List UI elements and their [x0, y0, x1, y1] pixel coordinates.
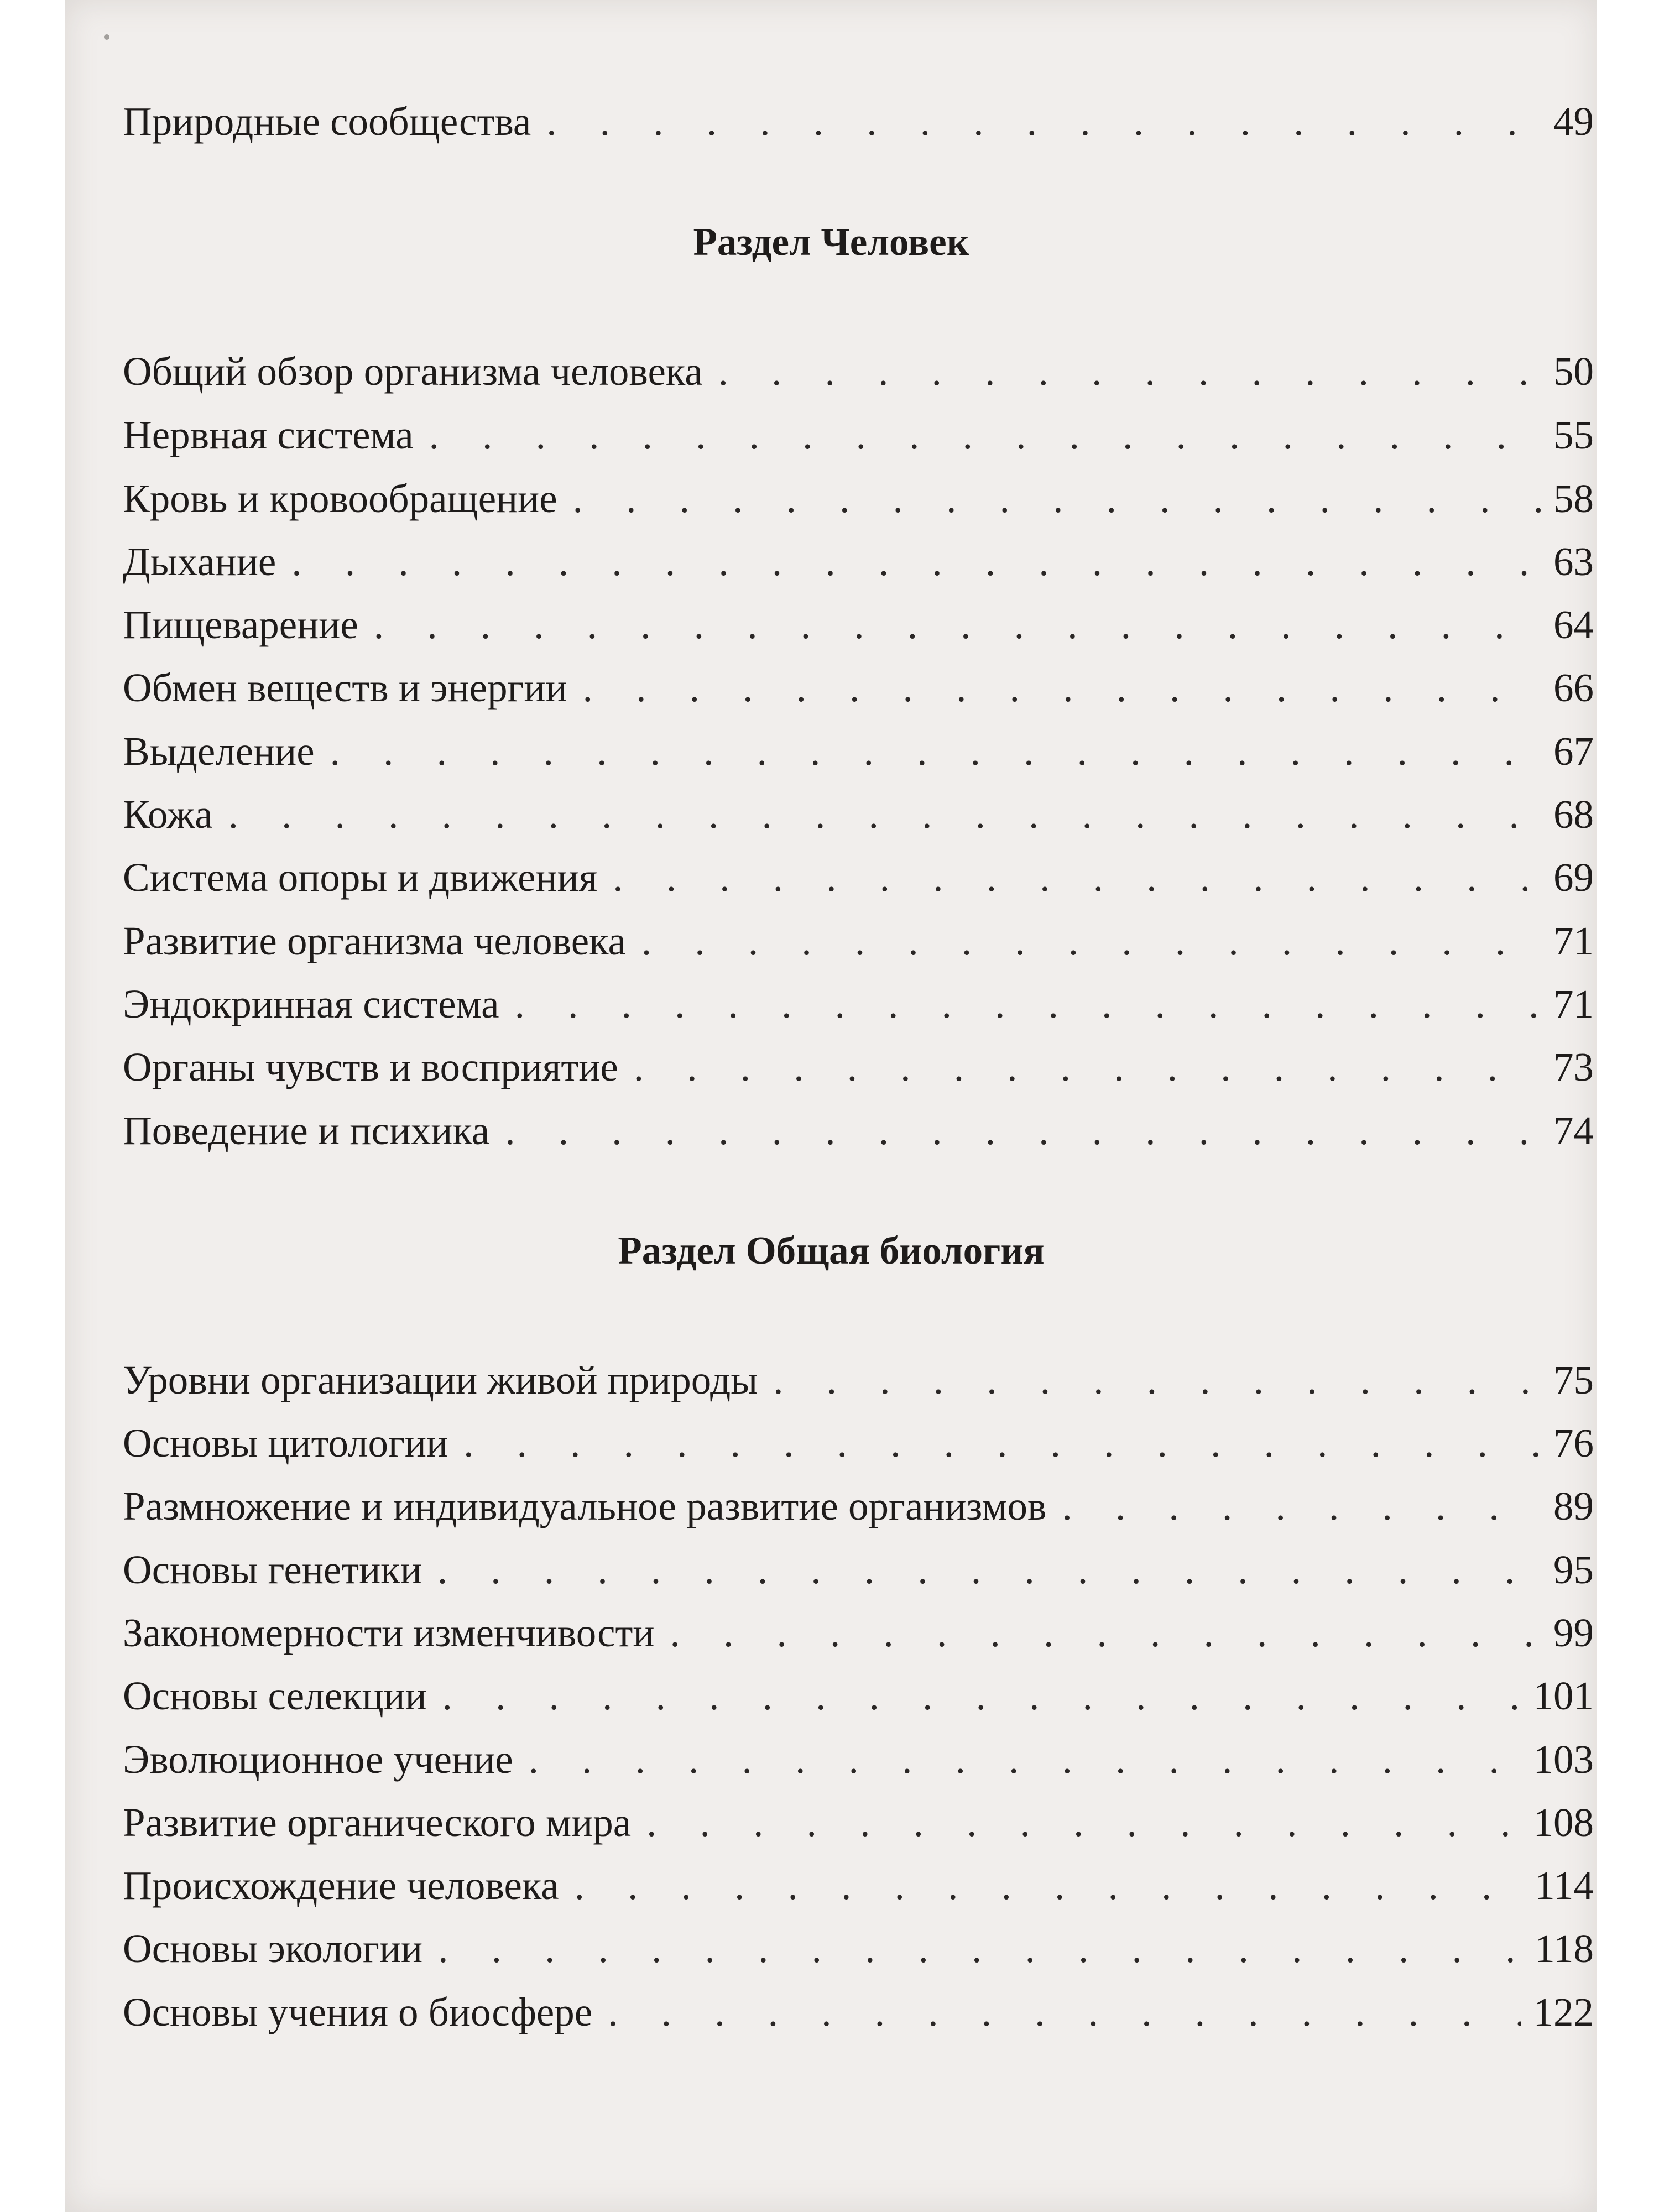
toc-entry-page: 66: [1553, 665, 1594, 710]
toc-entry: [123, 534, 1594, 589]
toc-entry-title: Основы цитологии: [123, 1421, 448, 1465]
toc-entry-page: 58: [1553, 476, 1594, 521]
toc-entry: [123, 914, 1594, 969]
dot-leader: [330, 724, 1541, 779]
dot-leader: [1062, 1479, 1541, 1534]
paper-speck: [104, 34, 109, 40]
toc-entry-title: Эндокринная система: [123, 982, 499, 1026]
dot-leader: [437, 1542, 1541, 1598]
dot-leader: [773, 1353, 1541, 1408]
dot-leader: [608, 1985, 1521, 2040]
toc-entry-page: 99: [1553, 1610, 1594, 1655]
toc-entry-page: 101: [1533, 1673, 1594, 1718]
toc-entry-page: 73: [1553, 1045, 1594, 1089]
toc-entry-title: Нервная система: [123, 413, 414, 457]
toc-entry-title: Органы чувств и восприятие: [123, 1045, 618, 1089]
toc-entry-page: 50: [1553, 349, 1594, 394]
dot-leader: [583, 660, 1541, 716]
toc-entry: [123, 660, 1594, 716]
toc-entry-title: Выделение: [123, 729, 315, 774]
toc-entry: [123, 1479, 1594, 1534]
toc-entry: [123, 597, 1594, 653]
toc-entry-title: Основы селекции: [123, 1673, 427, 1718]
dot-leader: [634, 1040, 1541, 1095]
toc-entry-title: Дыхание: [123, 539, 276, 584]
toc-entry: [123, 1985, 1594, 2040]
toc-entry: [123, 1103, 1594, 1159]
section-heading-human: Раздел Человек: [693, 221, 969, 264]
toc-entry-title: Развитие органического мира: [123, 1800, 632, 1845]
toc-entry: [123, 1668, 1594, 1724]
dot-leader: [646, 1795, 1521, 1850]
dot-leader: [228, 787, 1541, 842]
dot-leader: [505, 1103, 1541, 1159]
toc-entry: [123, 1040, 1594, 1095]
toc-entry: [123, 787, 1594, 842]
dot-leader: [573, 471, 1541, 526]
dot-leader: [463, 1416, 1541, 1471]
toc-entry-title: Кровь и кровообращение: [123, 476, 557, 521]
toc-entry-page: 71: [1553, 919, 1594, 963]
toc-entry: [123, 1416, 1594, 1471]
toc-entry: [123, 1921, 1594, 1976]
toc-entry: [123, 471, 1594, 526]
toc-entry-page: 95: [1553, 1547, 1594, 1592]
toc-entry: [123, 1353, 1594, 1408]
toc-entry: [123, 1605, 1594, 1661]
toc-entry: [123, 1732, 1594, 1787]
toc-entry-page: 55: [1553, 413, 1594, 457]
dot-leader: [442, 1668, 1521, 1724]
dot-leader: [575, 1858, 1523, 1913]
toc-entry-page: 49: [1553, 99, 1594, 144]
toc-entry: [123, 344, 1594, 399]
toc-entry-title: Размножение и индивидуальное развитие организмов: [123, 1484, 1047, 1528]
toc-entry-title: Система опоры и движения: [123, 855, 598, 900]
dot-leader: [429, 408, 1541, 463]
toc-entry: [123, 1795, 1594, 1850]
toc-entry-title: Эволюционное учение: [123, 1737, 513, 1782]
toc-entry-title: Поведение и психика: [123, 1108, 490, 1153]
toc-entry-page: 71: [1553, 982, 1594, 1026]
toc-entry-page: 67: [1553, 729, 1594, 774]
toc-entry-title: Обмен веществ и энергии: [123, 665, 567, 710]
toc-entry-page: 108: [1533, 1800, 1594, 1845]
dot-leader: [515, 977, 1541, 1032]
toc-entry-page: 69: [1553, 855, 1594, 900]
toc-entry-title: Пищеварение: [123, 602, 358, 647]
toc-entry-page: 76: [1553, 1421, 1594, 1465]
toc-entry: [123, 724, 1594, 779]
toc-entry-natural-communities: [123, 94, 1594, 149]
toc-entry-title: Основы экологии: [123, 1926, 423, 1971]
dot-leader: [529, 1732, 1521, 1787]
toc-entry: [123, 1858, 1594, 1913]
toc-entry-page: 75: [1553, 1358, 1594, 1402]
toc-entry-page: 103: [1533, 1737, 1594, 1782]
dot-leader: [291, 534, 1541, 589]
toc-entry-title: Общий обзор организма человека: [123, 349, 703, 394]
toc-entry-title: Развитие организма человека: [123, 919, 626, 963]
section-heading-general-biology: Раздел Общая биология: [618, 1229, 1045, 1272]
dot-leader: [670, 1605, 1541, 1661]
toc-entry-title: Природные сообщества: [123, 99, 531, 144]
book-page: [65, 0, 1597, 2212]
toc-entry: [123, 408, 1594, 463]
toc-entry: [123, 1542, 1594, 1598]
toc-entry-title: Основы генетики: [123, 1547, 422, 1592]
toc-entry-title: Закономерности изменчивости: [123, 1610, 655, 1655]
toc-entry-page: 74: [1553, 1108, 1594, 1153]
toc-entry-page: 64: [1553, 602, 1594, 647]
toc-entry-page: 118: [1535, 1926, 1594, 1971]
toc-entry: [123, 850, 1594, 905]
toc-entry-page: 114: [1535, 1863, 1594, 1908]
toc-entry-title: Кожа: [123, 792, 213, 837]
toc-entry-page: 89: [1553, 1484, 1594, 1528]
toc-entry-title: Уровни организации живой природы: [123, 1358, 758, 1402]
dot-leader: [546, 94, 1541, 149]
dot-leader: [718, 344, 1541, 399]
toc-entry-page: 68: [1553, 792, 1594, 837]
toc-entry-page: 122: [1533, 1990, 1594, 2034]
dot-leader: [641, 914, 1541, 969]
toc-entry: [123, 977, 1594, 1032]
toc-entry-title: Происхождение человека: [123, 1863, 559, 1908]
dot-leader: [374, 597, 1541, 653]
dot-leader: [438, 1921, 1522, 1976]
toc-entry-title: Основы учения о биосфере: [123, 1990, 593, 2034]
dot-leader: [613, 850, 1541, 905]
toc-entry-page: 63: [1553, 539, 1594, 584]
